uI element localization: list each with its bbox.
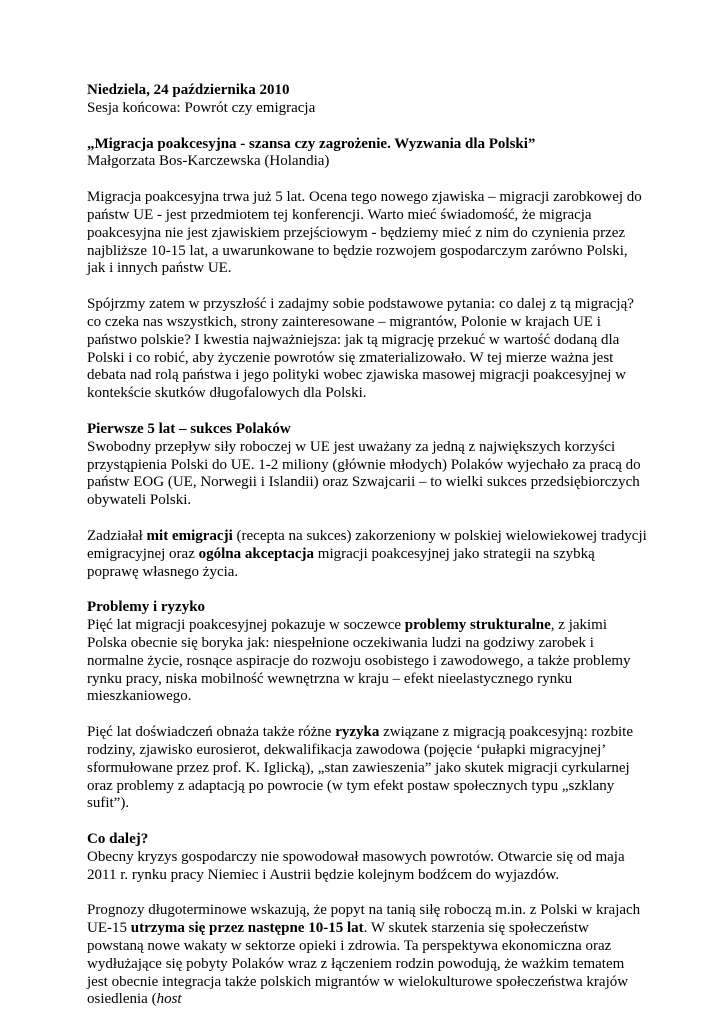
section-paragraph: [87, 617, 647, 706]
talk-header: [87, 136, 647, 172]
session-header: [87, 82, 647, 118]
session-date: Niedziela, 24 października 2010: [87, 82, 290, 98]
text-run: Zadziałał: [87, 527, 147, 544]
emphasis-text: ogólna akceptacja: [198, 545, 315, 562]
intro-paragraph-1: Migracja poakcesyjna trwa już 5 lat. Ocena tego nowego zjawiska – migracji zarobkowej do państw UE - jest przedmiotem tej konferencji. Warto mieć świadomość, że migracja poakcesyjna nie jest zjawiskiem przejściowym - będziemy mieć z nim do czynienia przez najbliższe 10-15 lat, a uwarunkowane to będzie rozwojem gospodarczym zarówno Polski, jak i innych państw UE.: [87, 189, 642, 277]
text-run: Pięć lat migracji poakcesyjnej pokazuje w soczewce: [87, 617, 405, 634]
section-paragraph: Swobodny przepływ siły roboczej w UE jest uważany za jedną z największych korzyści przystąpienia Polski do UE. 1-2 miliony (głównie młodych) Polaków wyjechało za pracą do państw EOG (UE, Norwegii i Islandii) oraz Szwajcarii – to wielki sukces przedsiębiorczych obywateli Polski.: [87, 438, 641, 509]
text-run: , z jakimi Polska obecnie się boryka jak: niespełnione oczekiwania ludzi na godziwy zarobek i normalne życie, rosnące aspiracje do rozwoju osobistego i zawodowego, a także problemy rynku pracy, niska mobilność wewnętrzna w kraju – efekt nieelastycznego rynku mieszkaniowego.: [87, 617, 631, 705]
session-subtitle: Sesja końcowa: Powrót czy emigracja: [87, 99, 316, 116]
section-first-five-years: [87, 421, 647, 510]
section-what-next: [87, 831, 647, 884]
intro-paragraph-2: Spójrzmy zatem w przyszłość i zadajmy sobie podstawowe pytania: co dalej z tą migracją? co czeka nas wszystkich, strony zainteresowane – migrantów, Polonie w krajach UE i państwo polskie? I kwestia najważniejsza: jak tą migrację przekuć w wartość dodaną dla Polski i co robić, aby życzenie powrotów się zmaterializowało. W tej mierze ważna jest debata nad rolą państwa i jego polityki wobec zjawiska masowej migracji poakcesyjnej w kontekście skutków długofalowych dla Polski.: [87, 296, 634, 402]
section-heading: Pierwsze 5 lat – sukces Polaków: [87, 420, 291, 437]
emphasis-text: utrzyma się przez następne 10-15 lat: [130, 920, 364, 937]
emphasis-text: problemy strukturalne: [404, 617, 551, 634]
talk-author: Małgorzata Bos-Karczewska (Holandia): [87, 153, 330, 170]
section-problems: [87, 599, 647, 706]
italic-text: host: [156, 991, 182, 1008]
section-paragraph: [87, 902, 647, 1009]
section-paragraph: [87, 528, 647, 581]
section-paragraph: [87, 724, 647, 813]
text-run: . W skutek starzenia się społeczeństw powstaną nowe wakaty w sektorze opieki i zdrowia. Ta perspektywa ekonomiczna oraz wydłużające się pobyty Polaków wraz z łączeniem rodzin powodują, że ważkim tematem jest obecnie integracja także polskich migrantów w wielokulturowe społeczeństwa krajów osiedlenia (: [87, 920, 629, 1008]
section-paragraph: Obecny kryzys gospodarczy nie spowodował masowych powrotów. Otwarcie się od maja 2011 r. rynku pracy Niemiec i Austrii będzie kolejnym bodźcem do wyjazdów.: [87, 848, 625, 883]
section-heading: Problemy i ryzyko: [87, 599, 206, 616]
emphasis-text: mit emigracji: [146, 527, 233, 544]
text-run: Pięć lat doświadczeń obnaża także różne: [87, 724, 336, 741]
emphasis-text: ryzyka: [335, 724, 380, 741]
text-run: migracji poakcesyjnej jako strategii na szybką poprawę własnego życia.: [87, 545, 595, 580]
text-run: Prognozy długoterminowe wskazują, że popyt na tanią siłę roboczą m.in. z Polski w krajach UE-15: [87, 902, 641, 937]
talk-title: „Migracja poakcesyjna - szansa czy zagrożenie. Wyzwania dla Polski”: [87, 135, 536, 152]
text-run: (recepta na sukces) zakorzeniony w polskiej wielowiekowej tradycji emigracyjnej oraz: [87, 527, 647, 562]
text-run: związane z migracją poakcesyjną: rozbite rodziny, zjawisko eurosierot, dekwalifikacja zawodowa (pojęcie ‘pułapki migracyjnej’ sformułowane przez prof. K. Iglicką), „stan zawieszenia” jako skutek migracji cyrkularnej oraz problemy z adaptacją po powrocie (w tym efekt postaw społecznych typu „szklany sufit”).: [87, 724, 634, 812]
section-heading: Co dalej?: [87, 831, 149, 848]
document-page: [87, 82, 647, 1027]
